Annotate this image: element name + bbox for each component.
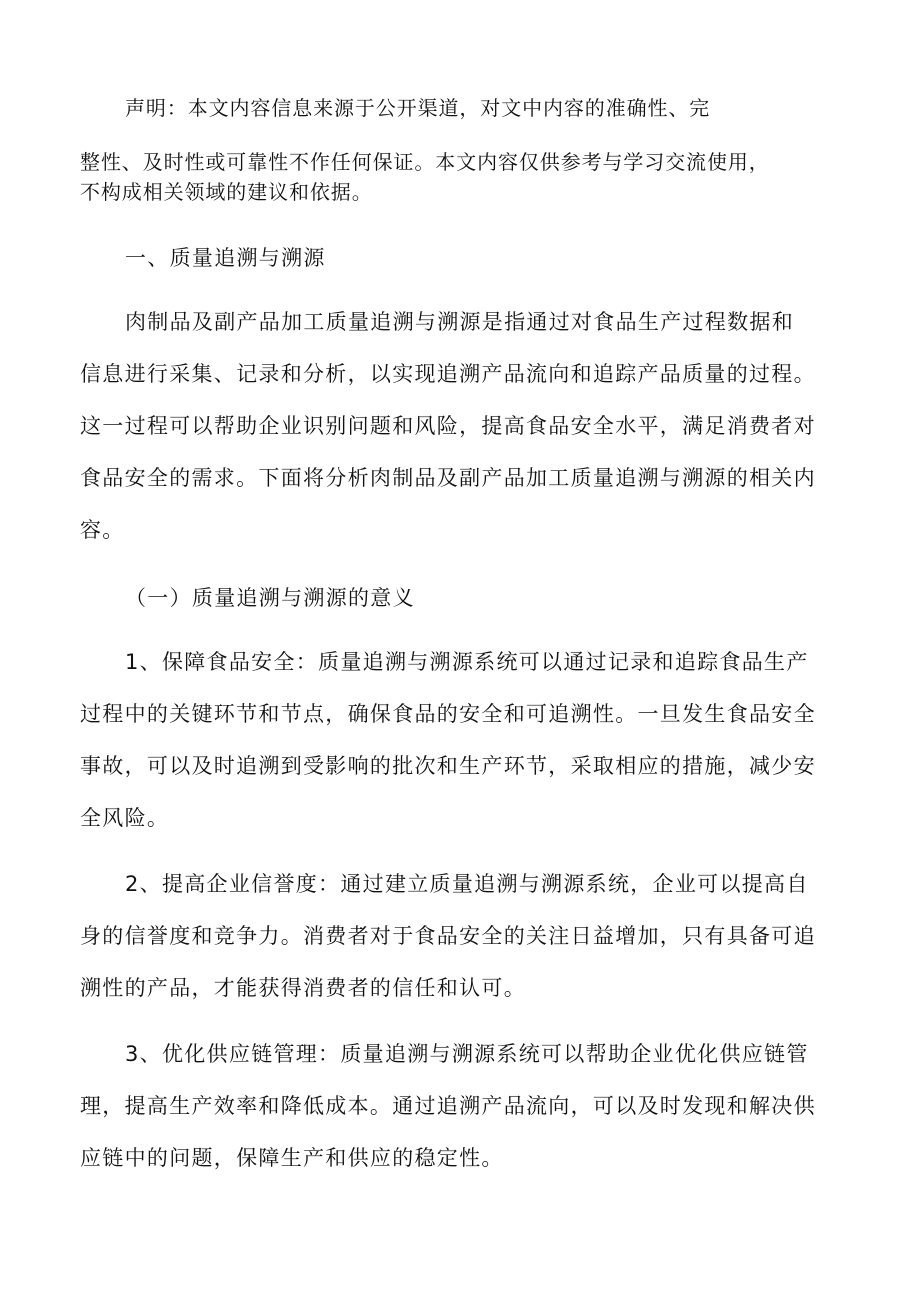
disclaimer-line-2: 整性、及时性或可靠性不作任何保证。本文内容仅供参考与学习交流使用， (80, 150, 770, 174)
item-3-line-1: 3、优化供应链管理：质量追溯与溯源系统可以帮助企业优化供应链管 (125, 1042, 809, 1066)
item-1-line-4: 全风险。 (80, 806, 170, 830)
intro-line-1: 肉制品及副产品加工质量追溯与溯源是指通过对食品生产过程数据和 (125, 310, 794, 334)
subsection-title: （一）质量追溯与溯源的意义 (125, 586, 415, 610)
item-1-line-3: 事故，可以及时追溯到受影响的批次和生产环节，采取相应的措施，减少安 (80, 754, 816, 778)
item-1-line-1: 1、保障食品安全：质量追溯与溯源系统可以通过记录和追踪食品生产 (125, 650, 809, 674)
intro-line-4: 食品安全的需求。下面将分析肉制品及副产品加工质量追溯与溯源的相关内 (80, 466, 816, 490)
item-2-line-1: 2、提高企业信誉度：通过建立质量追溯与溯源系统，企业可以提高自 (125, 872, 809, 896)
intro-line-3: 这一过程可以帮助企业识别问题和风险，提高食品安全水平，满足消费者对 (80, 414, 816, 438)
item-2-line-3: 溯性的产品，才能获得消费者的信任和认可。 (80, 976, 526, 1000)
intro-line-5: 容。 (80, 518, 125, 542)
disclaimer-line-1: 声明：本文内容信息来源于公开渠道，对文中内容的准确性、完 (125, 96, 711, 120)
intro-line-2: 信息进行采集、记录和分析，以实现追溯产品流向和追踪产品质量的过程。 (80, 362, 816, 386)
item-3-line-2: 理，提高生产效率和降低成本。通过追溯产品流向，可以及时发现和解决供 (80, 1094, 816, 1118)
section-title: 一、质量追溯与溯源 (125, 246, 326, 270)
item-3-line-3: 应链中的问题，保障生产和供应的稳定性。 (80, 1146, 504, 1170)
item-2-line-2: 身的信誉度和竞争力。消费者对于食品安全的关注日益增加，只有具备可追 (80, 924, 816, 948)
disclaimer-line-3: 不构成相关领域的建议和依据。 (80, 180, 373, 204)
item-1-line-2: 过程中的关键环节和节点，确保食品的安全和可追溯性。一旦发生食品安全 (80, 702, 816, 726)
